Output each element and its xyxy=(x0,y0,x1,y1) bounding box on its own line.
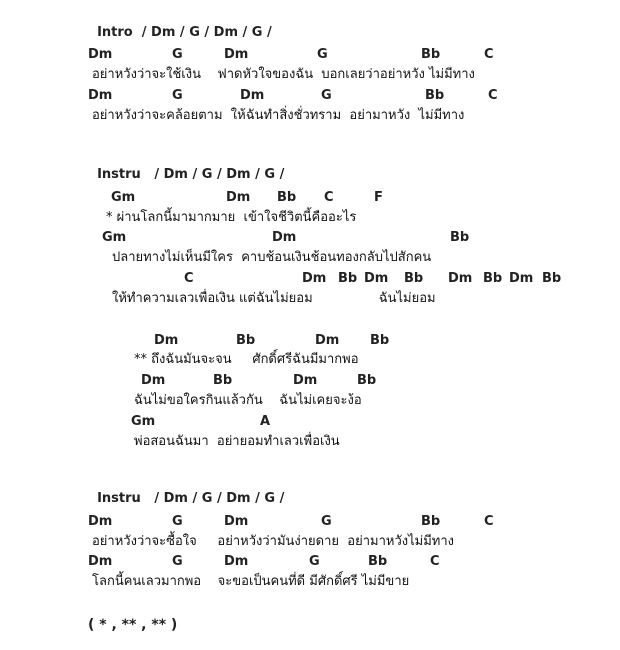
chord: Bb xyxy=(357,373,377,388)
chord: Dm xyxy=(272,230,297,245)
chord: Bb xyxy=(421,47,441,62)
chord: Dm xyxy=(224,47,249,62)
chord: Dm xyxy=(88,554,113,569)
chorus1-chords-1 xyxy=(0,189,620,207)
chorus2-chords-2 xyxy=(0,372,620,390)
chorus1-chords-2 xyxy=(0,229,620,247)
chord: F xyxy=(374,190,383,205)
chorus1-lyric-3: ให้ทำความเลวเพื่อเงิน แต่ฉันไม่ยอม ฉันไม่ยอม xyxy=(112,291,436,306)
verse2-lyric-1: อย่าหวังว่าจะซื้อใจ อย่าหวังว่ามันง่ายดาย อย่ามาหวังไม่มีทาง xyxy=(92,534,454,549)
chord: Dm xyxy=(364,271,389,286)
chorus1-chords-3 xyxy=(0,270,620,288)
chord: G xyxy=(317,47,328,62)
instru2-label: Instru xyxy=(97,491,141,506)
chord: Bb xyxy=(338,271,358,286)
chord: Bb xyxy=(421,514,441,529)
chorus2-chords-3 xyxy=(0,413,620,431)
chord: Dm xyxy=(154,333,179,348)
chord: Bb xyxy=(483,271,503,286)
chorus2-lyric-3: พ่อสอนฉันมา อย่ายอมทำเลวเพื่อเงิน xyxy=(134,434,340,449)
verse2-chords-1 xyxy=(0,513,620,531)
verse2-lyric-2: โลกนี้คนเลวมากพอ จะขอเป็นคนที่ดี มีศักดิ์ศรี ไม่มีขาย xyxy=(92,574,410,589)
chorus2-chords-1 xyxy=(0,332,620,350)
chord: Dm xyxy=(224,554,249,569)
chord: Gm xyxy=(102,230,127,245)
chord: Dm xyxy=(88,514,113,529)
chord: C xyxy=(488,88,498,103)
chord: Dm xyxy=(224,514,249,529)
chorus2-lyric-2: ฉันไม่ขอใครกินแล้วกัน ฉันไม่เคยจะง้อ xyxy=(134,393,362,408)
chord: C xyxy=(324,190,334,205)
chord: Dm xyxy=(302,271,327,286)
instru1-line xyxy=(88,148,284,184)
chord: Dm xyxy=(141,373,166,388)
chord: C xyxy=(430,554,440,569)
chord: G xyxy=(172,514,183,529)
repeat-instruction: ( * , ** , ** ) xyxy=(88,617,178,633)
intro-label: Intro xyxy=(97,25,133,40)
instru1-progression: / Dm / G / Dm / G / xyxy=(154,167,285,182)
intro-line xyxy=(88,6,272,42)
chord: Gm xyxy=(131,414,156,429)
instru2-line xyxy=(88,472,284,508)
chord: G xyxy=(321,88,332,103)
chord: G xyxy=(172,88,183,103)
intro-progression: / Dm / G / Dm / G / xyxy=(141,25,272,40)
chord: G xyxy=(172,47,183,62)
chord: Bb xyxy=(236,333,256,348)
verse1-chords-2 xyxy=(0,87,620,105)
chord: G xyxy=(321,514,332,529)
chord: Gm xyxy=(111,190,136,205)
chorus1-lyric-1: * ผ่านโลกนี้มามากมาย เข้าใจชีวิตนี้คืออะไร xyxy=(106,210,357,225)
chord: Dm xyxy=(509,271,534,286)
chord: Bb xyxy=(404,271,424,286)
chord: Bb xyxy=(425,88,445,103)
chord: Bb xyxy=(542,271,562,286)
chord: C xyxy=(484,514,494,529)
verse2-chords-2 xyxy=(0,553,620,571)
chord: Bb xyxy=(213,373,233,388)
instru1-label: Instru xyxy=(97,167,141,182)
verse1-chords-1 xyxy=(0,46,620,64)
chord: C xyxy=(184,271,194,286)
chorus2-lyric-1: ** ถึงฉันมันจะจน ศักดิ์ศรีฉันมีมากพอ xyxy=(134,352,359,367)
chord: C xyxy=(484,47,494,62)
chord: Bb xyxy=(277,190,297,205)
verse1-lyric-1: อย่าหวังว่าจะใช้เงิน ฟาดหัวใจของฉัน บอกเลยว่าอย่าหวัง ไม่มีทาง xyxy=(92,67,475,82)
chord: A xyxy=(260,414,271,429)
instru2-progression: / Dm / G / Dm / G / xyxy=(154,491,285,506)
chord: G xyxy=(172,554,183,569)
chord: Dm xyxy=(88,47,113,62)
chord: Bb xyxy=(450,230,470,245)
chord: Dm xyxy=(226,190,251,205)
chord: Dm xyxy=(315,333,340,348)
chord: Bb xyxy=(368,554,388,569)
chord: Dm xyxy=(88,88,113,103)
chord: Dm xyxy=(448,271,473,286)
chord: Dm xyxy=(240,88,265,103)
chord: Bb xyxy=(370,333,390,348)
verse1-lyric-2: อย่าหวังว่าจะคล้อยตาม ให้ฉันทำสิ่งชั่วทราม อย่ามาหวัง ไม่มีทาง xyxy=(92,108,465,123)
chord: G xyxy=(309,554,320,569)
chorus1-lyric-2: ปลายทางไม่เห็นมีใคร คาบช้อนเงินช้อนทองกลับไปสักคน xyxy=(112,250,432,265)
chord: Dm xyxy=(293,373,318,388)
